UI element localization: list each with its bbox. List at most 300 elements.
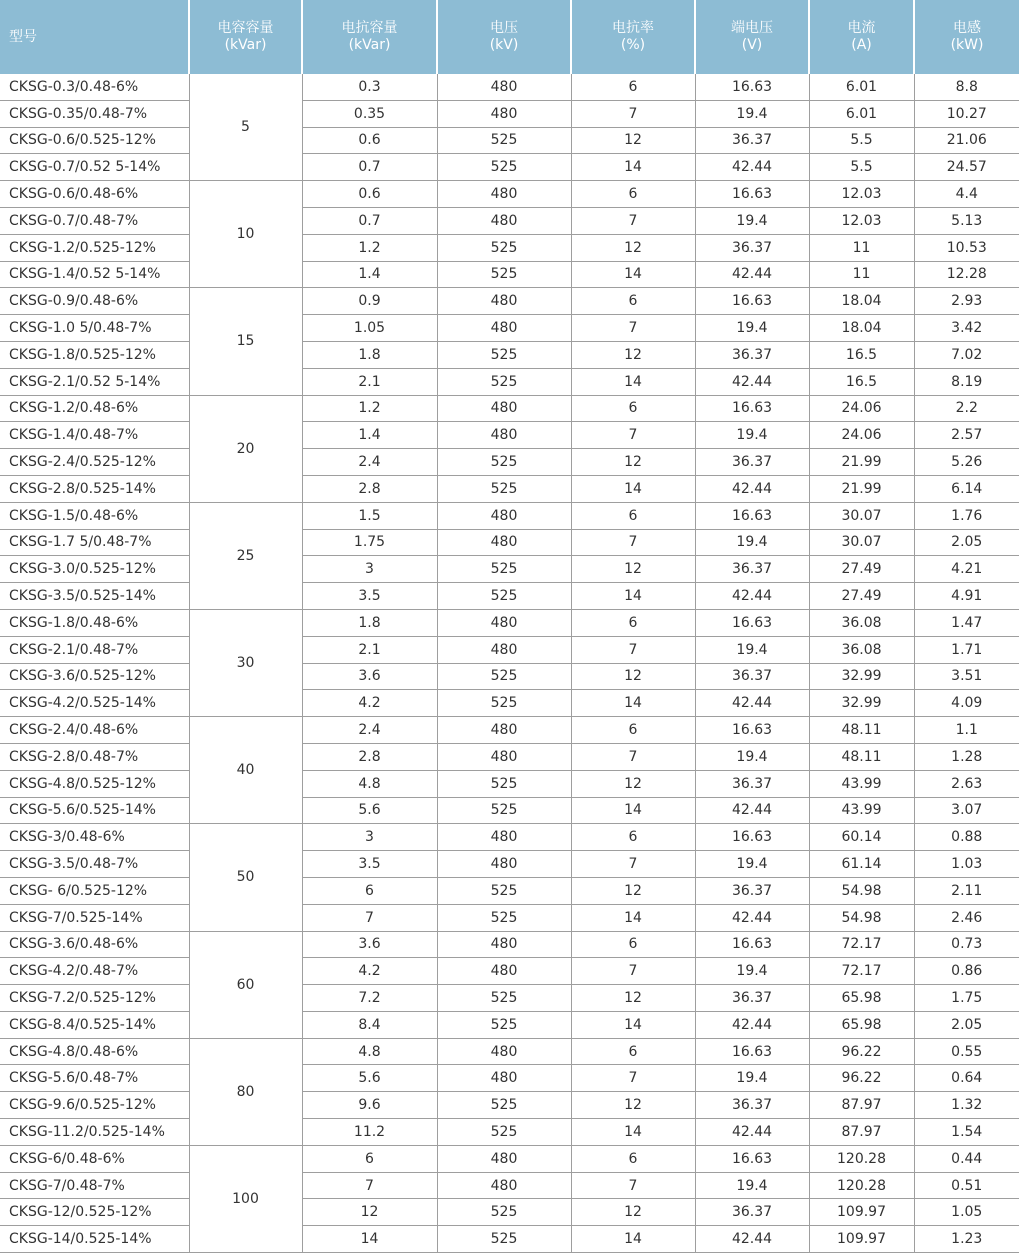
table-row [0, 127, 1019, 154]
cell-inductance: 1.71 [914, 636, 1019, 663]
cell-voltage: 480 [437, 422, 571, 449]
table-row [0, 743, 1019, 770]
cell-model: CKSG-7/0.525-14% [0, 904, 189, 931]
cell-voltage: 480 [437, 74, 571, 100]
table-row [0, 797, 1019, 824]
cell-inductance: 1.05 [914, 1199, 1019, 1226]
cell-voltage: 525 [437, 1092, 571, 1119]
cell-terminal-voltage: 16.63 [695, 395, 809, 422]
cell-capacitor-capacity: 40 [189, 717, 302, 824]
cell-current: 18.04 [809, 288, 914, 315]
cell-reactance-rate: 14 [571, 154, 695, 181]
cell-inductance: 2.11 [914, 877, 1019, 904]
cell-reactor-capacity: 7.2 [302, 985, 437, 1012]
cell-model: CKSG-7/0.48-7% [0, 1172, 189, 1199]
cell-inductance: 3.51 [914, 663, 1019, 690]
cell-model: CKSG-1.8/0.48-6% [0, 609, 189, 636]
table-row [0, 636, 1019, 663]
cell-inductance: 24.57 [914, 154, 1019, 181]
cell-current: 36.08 [809, 609, 914, 636]
table-row [0, 261, 1019, 288]
cell-inductance: 2.63 [914, 770, 1019, 797]
cell-inductance: 5.26 [914, 449, 1019, 476]
cell-reactor-capacity: 4.2 [302, 958, 437, 985]
cell-reactor-capacity: 2.4 [302, 449, 437, 476]
cell-model: CKSG-1.8/0.525-12% [0, 341, 189, 368]
cell-reactor-capacity: 0.6 [302, 127, 437, 154]
header-unit: (kW) [950, 37, 984, 53]
cell-current: 12.03 [809, 207, 914, 234]
cell-current: 96.22 [809, 1065, 914, 1092]
cell-reactance-rate: 14 [571, 797, 695, 824]
cell-current: 11 [809, 261, 914, 288]
cell-terminal-voltage: 42.44 [695, 154, 809, 181]
cell-model: CKSG-0.6/0.48-6% [0, 181, 189, 208]
cell-model: CKSG-12/0.525-12% [0, 1199, 189, 1226]
cell-reactance-rate: 6 [571, 181, 695, 208]
cell-model: CKSG-2.8/0.525-14% [0, 475, 189, 502]
table-row [0, 449, 1019, 476]
cell-reactor-capacity: 1.8 [302, 609, 437, 636]
header-unit: (A) [851, 37, 872, 53]
cell-current: 11 [809, 234, 914, 261]
cell-voltage: 480 [437, 1172, 571, 1199]
cell-reactance-rate: 12 [571, 877, 695, 904]
cell-terminal-voltage: 19.4 [695, 529, 809, 556]
cell-reactor-capacity: 12 [302, 1199, 437, 1226]
cell-reactor-capacity: 0.6 [302, 181, 437, 208]
header-model [0, 0, 189, 74]
table-row [0, 1065, 1019, 1092]
cell-voltage: 525 [437, 234, 571, 261]
cell-model: CKSG-4.2/0.48-7% [0, 958, 189, 985]
cell-current: 36.08 [809, 636, 914, 663]
header-label: 电流 [847, 20, 876, 36]
header-unit: (kVar) [224, 37, 267, 53]
cell-model: CKSG-4.2/0.525-14% [0, 690, 189, 717]
cell-reactor-capacity: 0.7 [302, 207, 437, 234]
cell-reactance-rate: 12 [571, 1092, 695, 1119]
cell-reactor-capacity: 6 [302, 1145, 437, 1172]
cell-voltage: 480 [437, 502, 571, 529]
cell-voltage: 525 [437, 261, 571, 288]
cell-model: CKSG-2.8/0.48-7% [0, 743, 189, 770]
header-inductance [914, 0, 1019, 74]
cell-current: 21.99 [809, 475, 914, 502]
cell-reactance-rate: 12 [571, 770, 695, 797]
cell-reactor-capacity: 6 [302, 877, 437, 904]
cell-current: 65.98 [809, 1011, 914, 1038]
cell-model: CKSG-1.4/0.48-7% [0, 422, 189, 449]
cell-voltage: 525 [437, 797, 571, 824]
cell-inductance: 0.44 [914, 1145, 1019, 1172]
cell-reactance-rate: 6 [571, 931, 695, 958]
cell-voltage: 525 [437, 1011, 571, 1038]
cell-terminal-voltage: 42.44 [695, 261, 809, 288]
cell-current: 27.49 [809, 583, 914, 610]
cell-capacitor-capacity: 25 [189, 502, 302, 609]
cell-reactance-rate: 14 [571, 261, 695, 288]
cell-reactor-capacity: 3 [302, 556, 437, 583]
cell-reactor-capacity: 14 [302, 1226, 437, 1253]
cell-reactance-rate: 14 [571, 475, 695, 502]
table-row [0, 717, 1019, 744]
cell-reactor-capacity: 0.3 [302, 74, 437, 100]
cell-voltage: 525 [437, 154, 571, 181]
cell-inductance: 0.86 [914, 958, 1019, 985]
cell-reactance-rate: 6 [571, 288, 695, 315]
cell-model: CKSG-4.8/0.48-6% [0, 1038, 189, 1065]
cell-voltage: 525 [437, 127, 571, 154]
cell-inductance: 4.91 [914, 583, 1019, 610]
cell-reactance-rate: 14 [571, 368, 695, 395]
cell-terminal-voltage: 42.44 [695, 904, 809, 931]
cell-current: 16.5 [809, 368, 914, 395]
cell-terminal-voltage: 36.37 [695, 1092, 809, 1119]
cell-reactor-capacity: 0.9 [302, 288, 437, 315]
cell-current: 5.5 [809, 127, 914, 154]
cell-inductance: 0.51 [914, 1172, 1019, 1199]
cell-current: 16.5 [809, 341, 914, 368]
table-row [0, 985, 1019, 1012]
cell-voltage: 480 [437, 717, 571, 744]
cell-terminal-voltage: 42.44 [695, 368, 809, 395]
table-row [0, 395, 1019, 422]
cell-voltage: 480 [437, 1038, 571, 1065]
cell-reactor-capacity: 1.4 [302, 261, 437, 288]
cell-model: CKSG-4.8/0.525-12% [0, 770, 189, 797]
cell-reactor-capacity: 1.75 [302, 529, 437, 556]
cell-voltage: 525 [437, 1226, 571, 1253]
cell-current: 24.06 [809, 395, 914, 422]
cell-current: 54.98 [809, 877, 914, 904]
cell-terminal-voltage: 42.44 [695, 1226, 809, 1253]
cell-reactor-capacity: 3.5 [302, 583, 437, 610]
header-unit: (kV) [489, 37, 519, 53]
cell-capacitor-capacity: 30 [189, 609, 302, 716]
header-model-label: 型号 [9, 28, 37, 45]
header-terminal-voltage [695, 0, 809, 74]
table-row [0, 1038, 1019, 1065]
cell-reactance-rate: 7 [571, 636, 695, 663]
header-label: 电抗率 [612, 20, 654, 36]
cell-voltage: 480 [437, 636, 571, 663]
cell-voltage: 525 [437, 877, 571, 904]
cell-inductance: 8.19 [914, 368, 1019, 395]
cell-reactance-rate: 6 [571, 74, 695, 100]
cell-inductance: 1.76 [914, 502, 1019, 529]
cell-terminal-voltage: 16.63 [695, 1145, 809, 1172]
cell-current: 24.06 [809, 422, 914, 449]
header-capacitor-capacity [189, 0, 302, 74]
cell-voltage: 525 [437, 985, 571, 1012]
cell-capacitor-capacity: 80 [189, 1038, 302, 1145]
cell-reactor-capacity: 2.8 [302, 743, 437, 770]
table-row [0, 556, 1019, 583]
cell-reactance-rate: 7 [571, 422, 695, 449]
cell-model: CKSG-1.2/0.525-12% [0, 234, 189, 261]
cell-inductance: 10.53 [914, 234, 1019, 261]
cell-current: 27.49 [809, 556, 914, 583]
cell-model: CKSG-0.7/0.48-7% [0, 207, 189, 234]
cell-reactor-capacity: 7 [302, 904, 437, 931]
cell-terminal-voltage: 19.4 [695, 315, 809, 342]
table-row [0, 529, 1019, 556]
cell-reactor-capacity: 1.5 [302, 502, 437, 529]
cell-voltage: 525 [437, 368, 571, 395]
cell-current: 109.97 [809, 1199, 914, 1226]
table-row [0, 234, 1019, 261]
cell-current: 6.01 [809, 100, 914, 127]
cell-voltage: 525 [437, 556, 571, 583]
cell-model: CKSG-11.2/0.525-14% [0, 1119, 189, 1146]
cell-reactance-rate: 6 [571, 502, 695, 529]
cell-reactance-rate: 14 [571, 1119, 695, 1146]
cell-model: CKSG-2.4/0.48-6% [0, 717, 189, 744]
table-row [0, 207, 1019, 234]
cell-voltage: 525 [437, 770, 571, 797]
cell-reactance-rate: 7 [571, 958, 695, 985]
cell-terminal-voltage: 36.37 [695, 877, 809, 904]
cell-voltage: 480 [437, 100, 571, 127]
cell-reactor-capacity: 4.8 [302, 770, 437, 797]
cell-reactance-rate: 7 [571, 529, 695, 556]
header-unit: (kVar) [348, 37, 391, 53]
header-reactance-rate [571, 0, 695, 74]
cell-reactance-rate: 12 [571, 1199, 695, 1226]
table-row [0, 154, 1019, 181]
cell-reactance-rate: 12 [571, 341, 695, 368]
table-row [0, 1011, 1019, 1038]
cell-reactor-capacity: 3.6 [302, 663, 437, 690]
table-row [0, 502, 1019, 529]
cell-terminal-voltage: 42.44 [695, 583, 809, 610]
table-row [0, 958, 1019, 985]
cell-inductance: 10.27 [914, 100, 1019, 127]
cell-reactance-rate: 12 [571, 234, 695, 261]
table-row [0, 288, 1019, 315]
cell-current: 54.98 [809, 904, 914, 931]
cell-terminal-voltage: 16.63 [695, 1038, 809, 1065]
table-row [0, 851, 1019, 878]
cell-inductance: 2.05 [914, 1011, 1019, 1038]
cell-reactor-capacity: 0.7 [302, 154, 437, 181]
table-body [0, 74, 1019, 1253]
cell-voltage: 480 [437, 743, 571, 770]
cell-current: 109.97 [809, 1226, 914, 1253]
cell-terminal-voltage: 16.63 [695, 931, 809, 958]
cell-voltage: 525 [437, 1199, 571, 1226]
cell-voltage: 480 [437, 181, 571, 208]
cell-reactor-capacity: 2.8 [302, 475, 437, 502]
table-row [0, 663, 1019, 690]
cell-model: CKSG-1.7 5/0.48-7% [0, 529, 189, 556]
cell-terminal-voltage: 42.44 [695, 1011, 809, 1038]
cell-current: 5.5 [809, 154, 914, 181]
cell-reactance-rate: 7 [571, 1172, 695, 1199]
cell-model: CKSG-2.4/0.525-12% [0, 449, 189, 476]
table-row [0, 824, 1019, 851]
cell-model: CKSG-1.2/0.48-6% [0, 395, 189, 422]
cell-current: 30.07 [809, 502, 914, 529]
cell-reactance-rate: 6 [571, 1145, 695, 1172]
cell-terminal-voltage: 36.37 [695, 341, 809, 368]
cell-model: CKSG-2.1/0.48-7% [0, 636, 189, 663]
table-row [0, 609, 1019, 636]
cell-capacitor-capacity: 50 [189, 824, 302, 931]
header-unit: (%) [620, 37, 646, 53]
cell-inductance: 2.46 [914, 904, 1019, 931]
table-row [0, 475, 1019, 502]
cell-current: 87.97 [809, 1119, 914, 1146]
cell-reactor-capacity: 5.6 [302, 797, 437, 824]
header-label: 电感 [953, 20, 981, 36]
cell-capacitor-capacity: 5 [189, 74, 302, 181]
cell-inductance: 21.06 [914, 127, 1019, 154]
cell-current: 48.11 [809, 717, 914, 744]
cell-current: 60.14 [809, 824, 914, 851]
cell-terminal-voltage: 42.44 [695, 797, 809, 824]
table-row [0, 422, 1019, 449]
cell-model: CKSG-9.6/0.525-12% [0, 1092, 189, 1119]
cell-inductance: 2.57 [914, 422, 1019, 449]
cell-terminal-voltage: 36.37 [695, 770, 809, 797]
cell-voltage: 480 [437, 851, 571, 878]
cell-current: 32.99 [809, 690, 914, 717]
cell-reactance-rate: 7 [571, 1065, 695, 1092]
cell-reactor-capacity: 2.1 [302, 636, 437, 663]
cell-inductance: 1.32 [914, 1092, 1019, 1119]
cell-reactor-capacity: 11.2 [302, 1119, 437, 1146]
header-label: 电压 [490, 20, 518, 36]
cell-voltage: 525 [437, 475, 571, 502]
cell-model: CKSG-0.9/0.48-6% [0, 288, 189, 315]
cell-current: 43.99 [809, 797, 914, 824]
cell-reactor-capacity: 2.4 [302, 717, 437, 744]
cell-voltage: 525 [437, 1119, 571, 1146]
cell-reactor-capacity: 4.8 [302, 1038, 437, 1065]
cell-reactor-capacity: 1.4 [302, 422, 437, 449]
cell-inductance: 0.55 [914, 1038, 1019, 1065]
cell-reactance-rate: 14 [571, 1226, 695, 1253]
cell-current: 72.17 [809, 931, 914, 958]
cell-reactor-capacity: 0.35 [302, 100, 437, 127]
cell-model: CKSG-5.6/0.525-14% [0, 797, 189, 824]
cell-reactance-rate: 14 [571, 904, 695, 931]
cell-reactance-rate: 12 [571, 127, 695, 154]
cell-inductance: 5.13 [914, 207, 1019, 234]
cell-reactance-rate: 6 [571, 824, 695, 851]
cell-current: 30.07 [809, 529, 914, 556]
header-reactor-capacity [302, 0, 437, 74]
cell-current: 48.11 [809, 743, 914, 770]
cell-terminal-voltage: 36.37 [695, 985, 809, 1012]
cell-model: CKSG-5.6/0.48-7% [0, 1065, 189, 1092]
cell-inductance: 8.8 [914, 74, 1019, 100]
table-header [0, 0, 1019, 74]
cell-voltage: 480 [437, 609, 571, 636]
cell-inductance: 3.42 [914, 315, 1019, 342]
cell-voltage: 480 [437, 207, 571, 234]
cell-inductance: 1.1 [914, 717, 1019, 744]
table-row [0, 1145, 1019, 1172]
cell-reactance-rate: 6 [571, 1038, 695, 1065]
cell-terminal-voltage: 19.4 [695, 1065, 809, 1092]
cell-reactance-rate: 14 [571, 583, 695, 610]
cell-reactor-capacity: 3.6 [302, 931, 437, 958]
cell-reactor-capacity: 9.6 [302, 1092, 437, 1119]
cell-reactor-capacity: 4.2 [302, 690, 437, 717]
cell-voltage: 480 [437, 1145, 571, 1172]
cell-model: CKSG-0.3/0.48-6% [0, 74, 189, 100]
cell-terminal-voltage: 36.37 [695, 234, 809, 261]
cell-terminal-voltage: 36.37 [695, 663, 809, 690]
cell-current: 61.14 [809, 851, 914, 878]
cell-reactance-rate: 7 [571, 100, 695, 127]
cell-reactance-rate: 12 [571, 663, 695, 690]
cell-terminal-voltage: 16.63 [695, 288, 809, 315]
cell-model: CKSG-6/0.48-6% [0, 1145, 189, 1172]
header-label: 端电压 [731, 20, 773, 36]
table-row [0, 181, 1019, 208]
cell-capacitor-capacity: 20 [189, 395, 302, 502]
cell-terminal-voltage: 19.4 [695, 958, 809, 985]
cell-terminal-voltage: 19.4 [695, 743, 809, 770]
cell-voltage: 480 [437, 824, 571, 851]
table-row [0, 1092, 1019, 1119]
cell-reactance-rate: 6 [571, 395, 695, 422]
cell-model: CKSG-14/0.525-14% [0, 1226, 189, 1253]
cell-inductance: 1.54 [914, 1119, 1019, 1146]
cell-reactor-capacity: 7 [302, 1172, 437, 1199]
cell-voltage: 525 [437, 583, 571, 610]
cell-terminal-voltage: 36.37 [695, 556, 809, 583]
cell-terminal-voltage: 19.4 [695, 422, 809, 449]
cell-reactance-rate: 12 [571, 985, 695, 1012]
table-row [0, 1119, 1019, 1146]
cell-reactor-capacity: 1.8 [302, 341, 437, 368]
cell-model: CKSG-3.5/0.525-14% [0, 583, 189, 610]
cell-terminal-voltage: 42.44 [695, 1119, 809, 1146]
cell-inductance: 4.21 [914, 556, 1019, 583]
cell-inductance: 1.23 [914, 1226, 1019, 1253]
cell-inductance: 4.09 [914, 690, 1019, 717]
cell-terminal-voltage: 16.63 [695, 717, 809, 744]
header-label: 电抗容量 [341, 20, 398, 36]
cell-reactance-rate: 6 [571, 717, 695, 744]
cell-inductance: 3.07 [914, 797, 1019, 824]
table-row [0, 690, 1019, 717]
cell-model: CKSG-1.0 5/0.48-7% [0, 315, 189, 342]
cell-terminal-voltage: 16.63 [695, 502, 809, 529]
cell-inductance: 1.47 [914, 609, 1019, 636]
table-row [0, 341, 1019, 368]
cell-model: CKSG-3/0.48-6% [0, 824, 189, 851]
cell-reactor-capacity: 2.1 [302, 368, 437, 395]
cell-terminal-voltage: 16.63 [695, 609, 809, 636]
cell-voltage: 525 [437, 904, 571, 931]
cell-model: CKSG-3.6/0.525-12% [0, 663, 189, 690]
cell-reactance-rate: 7 [571, 851, 695, 878]
cell-current: 120.28 [809, 1145, 914, 1172]
cell-model: CKSG-1.5/0.48-6% [0, 502, 189, 529]
cell-current: 87.97 [809, 1092, 914, 1119]
cell-model: CKSG-0.35/0.48-7% [0, 100, 189, 127]
cell-terminal-voltage: 19.4 [695, 851, 809, 878]
table-row [0, 1172, 1019, 1199]
cell-model: CKSG-2.1/0.52 5-14% [0, 368, 189, 395]
cell-current: 12.03 [809, 181, 914, 208]
